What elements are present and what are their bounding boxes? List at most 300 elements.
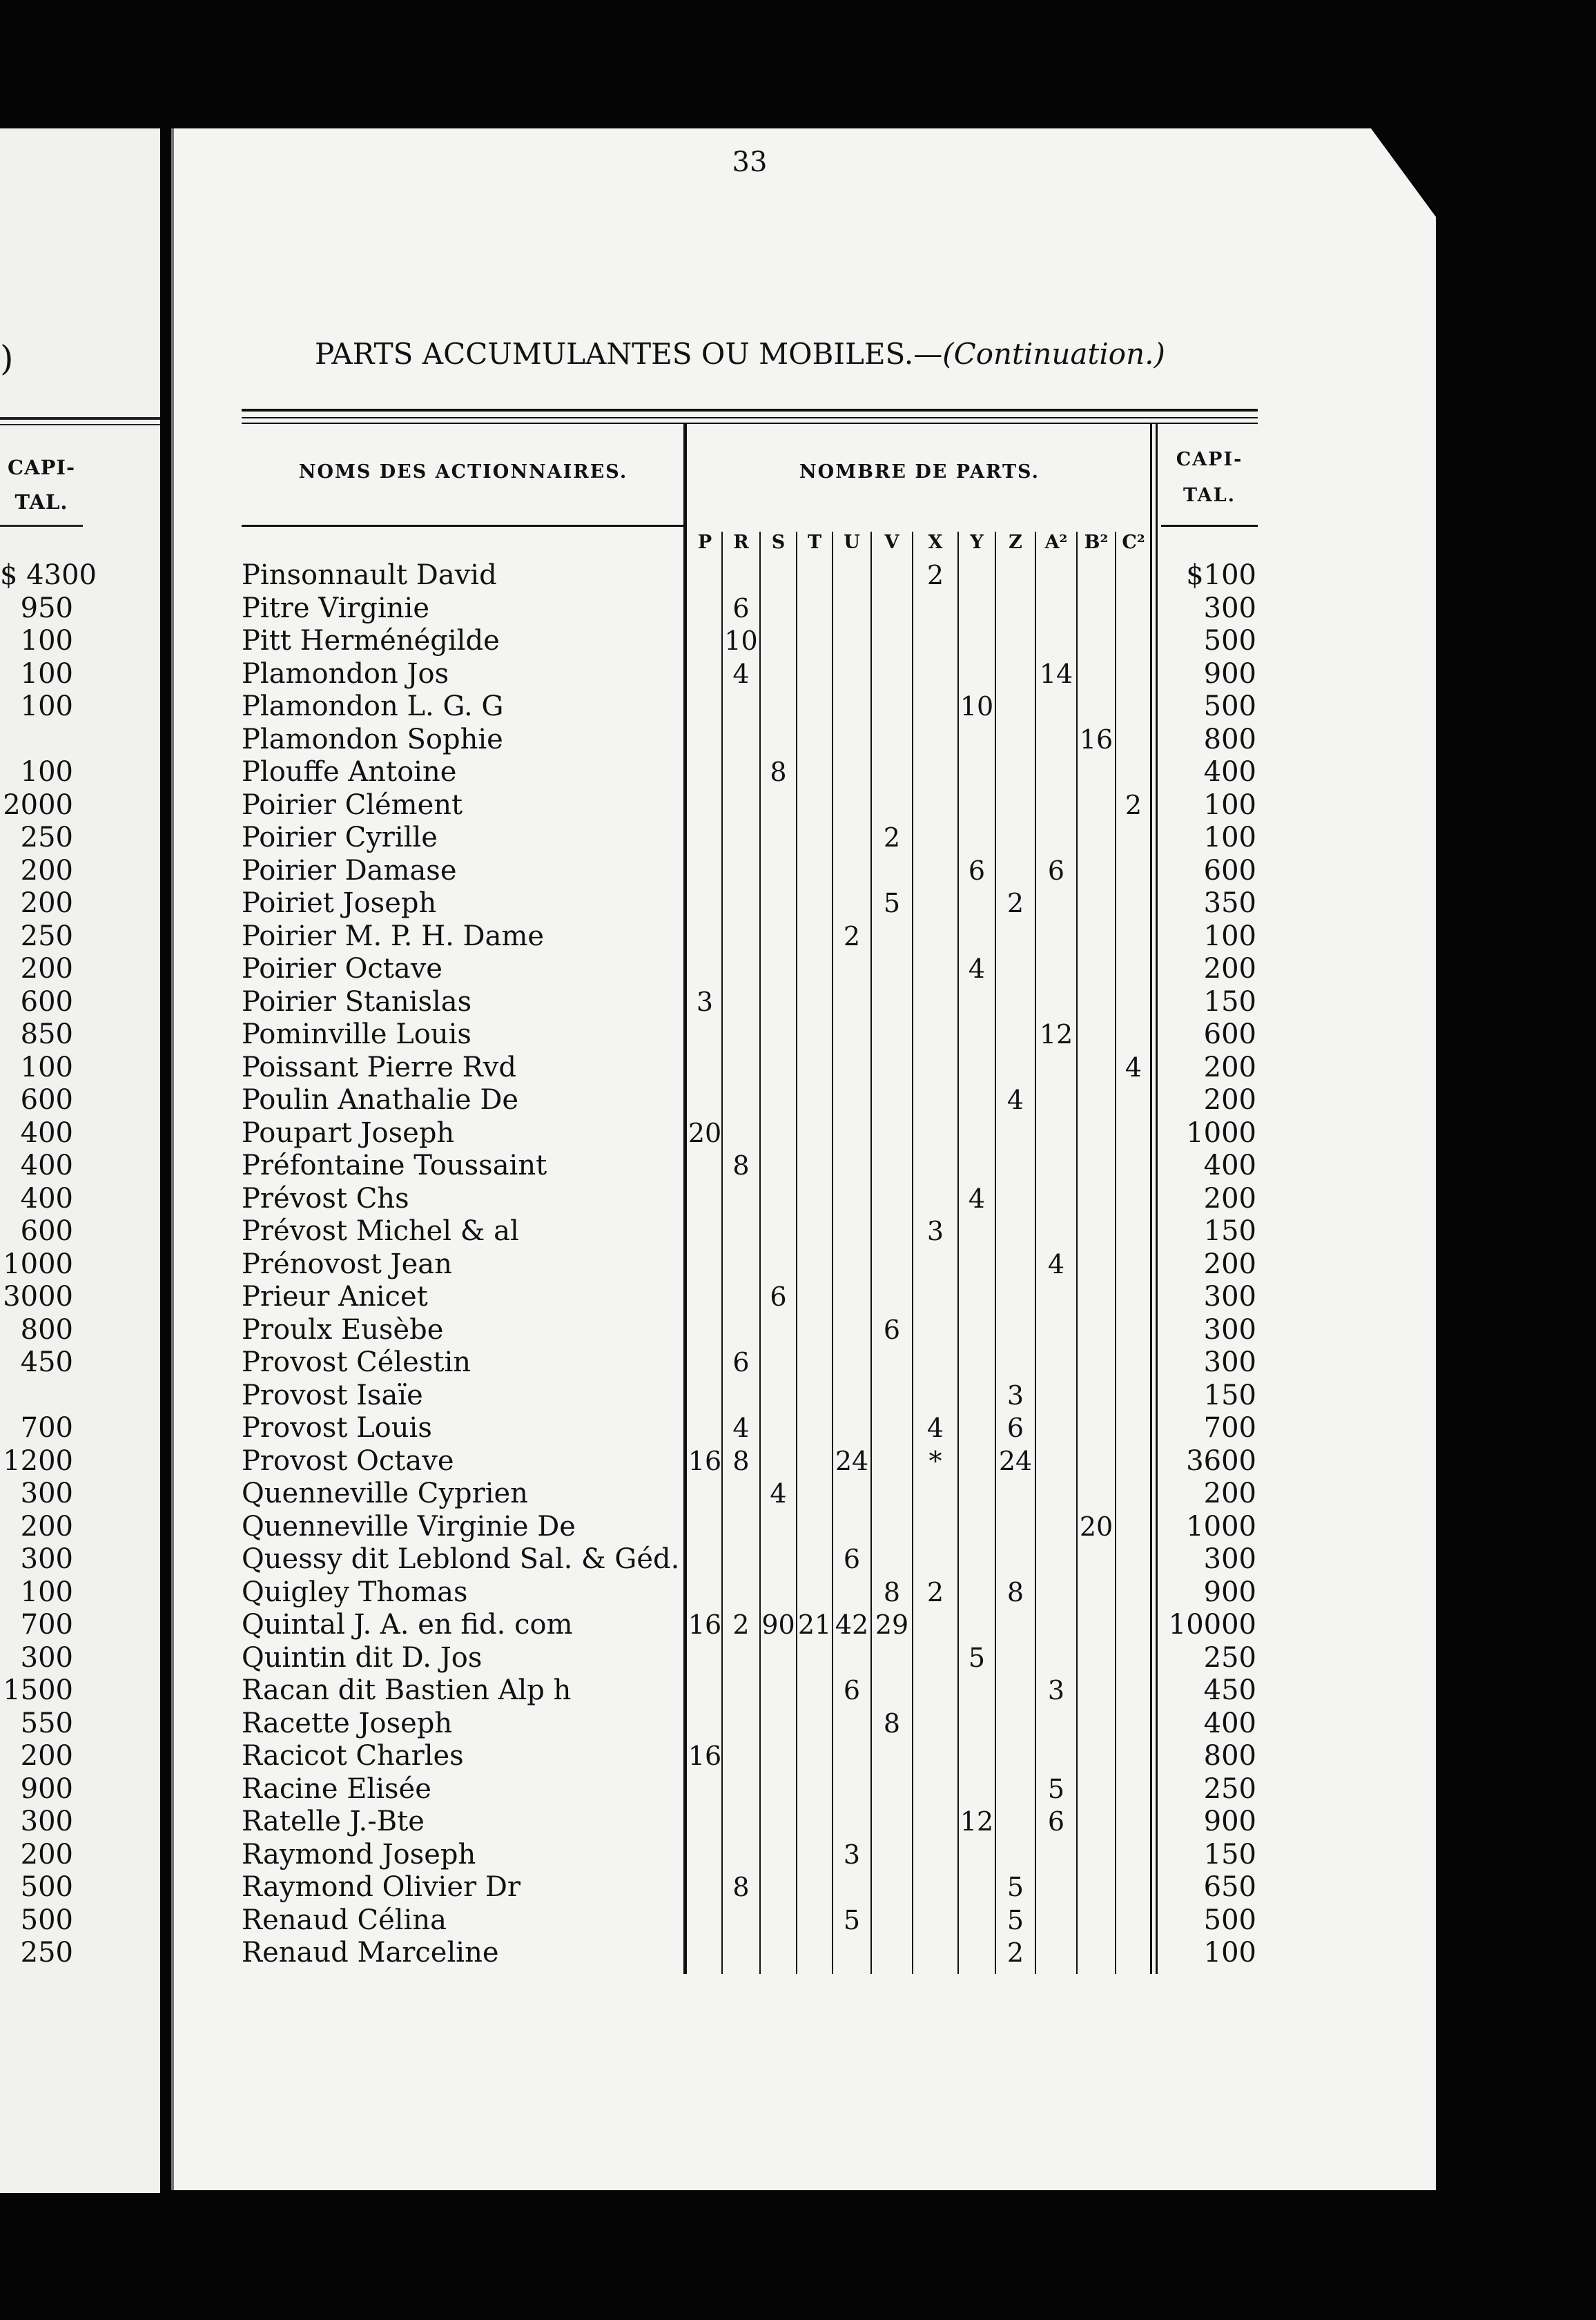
share-count-cell: 90: [761, 1610, 795, 1640]
shareholder-name: Proulx Eusèbe: [242, 1313, 444, 1346]
leader-dots: [478, 1839, 682, 1872]
leader-dots: [434, 1773, 682, 1806]
page-number: 33: [732, 146, 768, 178]
share-count-cell: 4: [1006, 1085, 1024, 1115]
capital-value: 250: [1203, 1772, 1256, 1805]
share-count-cell: 8: [1006, 1576, 1024, 1607]
capital-value: 3600: [1186, 1444, 1256, 1477]
left-capital-header-line1: CAPI-: [8, 456, 75, 479]
table-top-rule-thin: [242, 417, 1258, 418]
capital-value: 650: [1203, 1871, 1256, 1903]
share-count-cell: 2: [926, 1576, 944, 1607]
table-row: [0, 920, 1596, 954]
leader-dots: [426, 1380, 682, 1413]
shareholder-name: Prévost Michel & al: [242, 1215, 519, 1247]
leader-dots: [506, 724, 682, 757]
parts-capital-divider-2: [1156, 424, 1158, 1974]
share-column-divider: [759, 532, 761, 1974]
left-capital-header: [0, 450, 83, 519]
left-capital-value: 100: [20, 657, 73, 690]
table-row: [0, 1511, 1596, 1544]
shareholder-name: Poiriet Joseph: [242, 887, 437, 919]
table-row: [0, 1478, 1596, 1511]
share-count-cell: 8: [732, 1445, 750, 1476]
table-row: [0, 1052, 1596, 1085]
table-row: [0, 592, 1596, 626]
share-count-cell: 16: [688, 1610, 722, 1640]
left-capital-header-line2: TAL.: [14, 490, 68, 514]
header-parts: NOMBRE DE PARTS.: [799, 461, 1040, 483]
capital-value: 100: [1203, 822, 1256, 853]
shareholder-name: Racan dit Bastien Alp h: [242, 1674, 572, 1706]
share-column-divider: [796, 532, 797, 1974]
page-title-main: PARTS ACCUMULANTES OU MOBILES.: [315, 337, 914, 371]
shareholder-name: Pinsonnault David: [242, 559, 497, 591]
table-row: [0, 724, 1596, 757]
shareholder-name: Raymond Olivier Dr: [242, 1871, 521, 1903]
table-row: [0, 1871, 1596, 1904]
share-count-cell: 6: [843, 1544, 861, 1574]
left-capital-value: 3000: [3, 1281, 73, 1313]
left-capital-value: 100: [20, 1051, 73, 1083]
share-count-cell: 6: [843, 1675, 861, 1705]
share-count-cell: 10: [724, 626, 758, 656]
left-capital-value: 500: [20, 1904, 73, 1936]
share-count-cell: 29: [875, 1610, 909, 1640]
left-capital-value: 200: [20, 1740, 73, 1772]
capital-value: 700: [1203, 1412, 1256, 1444]
shareholder-name: Poirier Clément: [242, 789, 463, 821]
leader-dots: [455, 1248, 682, 1282]
leader-dots: [574, 1674, 682, 1708]
shareholder-name: Poirier Stanislas: [242, 985, 472, 1018]
page-title: [315, 337, 1165, 371]
shareholder-name: Provost Célestin: [242, 1346, 471, 1378]
table-row: [0, 855, 1596, 888]
shareholder-name: Quintin dit D. Jos: [242, 1641, 483, 1674]
share-count-cell: 3: [696, 986, 714, 1017]
left-capital-value: 700: [20, 1412, 73, 1444]
table-row: [0, 1281, 1596, 1314]
share-count-cell: 3: [1006, 1380, 1024, 1411]
shareholder-name: Ratelle J.-Bte: [242, 1806, 425, 1837]
capital-value: 100: [1203, 920, 1256, 952]
shareholder-name: Poulin Anathalie De: [242, 1084, 519, 1116]
capital-value: 200: [1203, 1084, 1256, 1116]
left-capital-value: 200: [20, 854, 73, 887]
shareholder-name: Poissant Pierre Rvd: [242, 1051, 516, 1083]
page-title-continuation: (Continuation.): [942, 337, 1165, 371]
shareholder-name: Prieur Anicet: [242, 1281, 428, 1313]
leader-dots: [457, 1445, 683, 1478]
shareholder-name: Raymond Joseph: [242, 1838, 476, 1870]
leader-dots: [500, 559, 682, 592]
shareholder-name: Poirier Damase: [242, 854, 457, 887]
share-count-cell: 2: [1006, 888, 1024, 918]
share-count-cell: 3: [843, 1839, 861, 1870]
shareholder-name: Poirier M. P. H. Dame: [242, 920, 545, 952]
capital-value: 400: [1203, 1707, 1256, 1739]
table-row: [0, 690, 1596, 724]
share-count-cell: 14: [1039, 658, 1073, 689]
left-capital-value: 300: [20, 1806, 73, 1837]
names-header-rule: [242, 525, 685, 527]
capital-value: 900: [1203, 657, 1256, 690]
left-capital-value: 100: [20, 1576, 73, 1608]
leader-dots: [427, 1806, 682, 1839]
shareholder-name: Poirier Octave: [242, 953, 442, 985]
leader-dots: [474, 1346, 682, 1380]
capital-value: 300: [1203, 1346, 1256, 1378]
share-column-divider: [870, 532, 872, 1974]
capital-value: 100: [1203, 789, 1256, 821]
leader-dots: [506, 690, 682, 724]
table-row: [0, 1445, 1596, 1478]
capital-value: 200: [1203, 953, 1256, 985]
table-row: [0, 1150, 1596, 1183]
capital-value: 150: [1203, 1215, 1256, 1247]
share-count-cell: 8: [732, 1150, 750, 1181]
left-capital-value: 300: [20, 1641, 73, 1674]
table-row: [0, 625, 1596, 658]
shareholder-name: Préfontaine Toussaint: [242, 1150, 547, 1181]
leader-dots: [503, 625, 682, 658]
leader-dots: [439, 887, 682, 920]
left-capital-value: 850: [20, 1018, 73, 1050]
leader-dots: [531, 1478, 682, 1511]
share-column-header: P: [697, 532, 712, 553]
table-row: [0, 822, 1596, 855]
left-capital-value: 100: [20, 690, 73, 722]
share-count-cell: 10: [960, 691, 994, 722]
share-count-cell: *: [928, 1445, 942, 1476]
table-row: [0, 1183, 1596, 1216]
left-capital-value: 200: [20, 1510, 73, 1543]
shareholder-name: Racine Elisée: [242, 1772, 431, 1805]
leader-dots: [519, 1052, 682, 1085]
share-count-cell: 2: [1006, 1937, 1024, 1968]
table-row: [0, 1740, 1596, 1773]
left-capital-value: 100: [20, 625, 73, 657]
capital-value: 200: [1203, 1248, 1256, 1280]
table-row: [0, 986, 1596, 1019]
left-capital-value: 200: [20, 953, 73, 985]
share-count-cell: 24: [998, 1445, 1033, 1476]
left-capital-value: 300: [20, 1543, 73, 1575]
table-row: [0, 658, 1596, 691]
shareholder-name: Poirier Cyrille: [242, 822, 438, 853]
share-count-cell: 8: [770, 757, 787, 787]
left-page-paren: ): [0, 338, 14, 378]
capital-value: 350: [1203, 887, 1256, 919]
share-count-cell: 20: [688, 1117, 722, 1148]
shareholder-name: Pitre Virginie: [242, 592, 430, 624]
table-row: [0, 1084, 1596, 1117]
capital-value: 300: [1203, 592, 1256, 624]
shareholder-name: Racette Joseph: [242, 1707, 453, 1739]
table-row: [0, 1904, 1596, 1937]
share-count-cell: 24: [835, 1445, 869, 1476]
share-column-divider: [912, 532, 913, 1974]
share-count-cell: 2: [883, 822, 901, 853]
shareholder-name: Poupart Joseph: [242, 1116, 455, 1149]
capital-header-rule: [1161, 525, 1258, 527]
page-title-dash: —: [913, 337, 943, 371]
share-count-cell: 5: [883, 888, 901, 918]
leader-dots: [521, 1084, 682, 1117]
leader-dots: [431, 1281, 682, 1314]
capital-value: 300: [1203, 1543, 1256, 1575]
share-count-cell: 5: [843, 1904, 861, 1935]
leader-dots: [523, 1871, 682, 1904]
capital-value: 1000: [1186, 1116, 1256, 1149]
leader-dots: [412, 1183, 682, 1216]
share-count-cell: 5: [968, 1642, 986, 1673]
share-count-cell: 4: [732, 1413, 750, 1443]
share-column-header: U: [844, 532, 860, 553]
share-count-cell: 42: [835, 1610, 869, 1640]
capital-value: 100: [1203, 1937, 1256, 1969]
leader-dots: [485, 1642, 682, 1675]
shareholder-name: Renaud Marceline: [242, 1937, 499, 1969]
left-capital-value: 300: [20, 1478, 73, 1509]
share-column-header: A²: [1044, 532, 1068, 553]
shareholder-name: Quigley Thomas: [242, 1576, 468, 1608]
leader-dots: [455, 1708, 682, 1741]
share-column-divider: [721, 532, 723, 1974]
left-capital-value: 1500: [3, 1674, 73, 1706]
capital-value: 300: [1203, 1281, 1256, 1313]
capital-value: 800: [1203, 723, 1256, 755]
share-count-cell: 5: [1047, 1773, 1065, 1804]
left-capital-value: 250: [20, 920, 73, 952]
left-capital-value: 1200: [3, 1444, 73, 1477]
header-capital-line2: TAL.: [1183, 485, 1236, 506]
capital-value: 250: [1203, 1641, 1256, 1674]
table-row: [0, 1543, 1596, 1576]
share-count-cell: 2: [843, 920, 861, 951]
capital-value: 200: [1203, 1478, 1256, 1509]
shareholder-name: Quenneville Cyprien: [242, 1478, 528, 1509]
capital-value: 500: [1203, 690, 1256, 722]
parts-capital-divider: [1150, 424, 1152, 1974]
share-count-cell: 12: [1039, 1019, 1073, 1050]
share-count-cell: 16: [1079, 724, 1113, 755]
table-top-rule: [242, 409, 1258, 412]
left-capital-value: 700: [20, 1609, 73, 1641]
share-count-cell: 8: [732, 1872, 750, 1902]
shareholder-name: Quenneville Virginie De: [242, 1510, 576, 1543]
capital-value: 200: [1203, 1182, 1256, 1215]
table-row: [0, 1576, 1596, 1610]
leader-dots: [549, 1150, 682, 1183]
left-capital-value: 400: [20, 1150, 73, 1181]
share-count-cell: 8: [883, 1576, 901, 1607]
shareholder-name: Plamondon Jos: [242, 657, 449, 690]
left-capital-value: 1000: [3, 1248, 73, 1280]
table-row: [0, 1773, 1596, 1806]
share-column-header: Z: [1009, 532, 1022, 553]
shareholder-name: Racicot Charles: [242, 1740, 464, 1772]
share-count-cell: 3: [926, 1216, 944, 1246]
capital-value: $100: [1186, 559, 1256, 591]
table-row: [0, 1117, 1596, 1150]
share-count-cell: 5: [1006, 1904, 1024, 1935]
names-parts-divider: [683, 424, 687, 1974]
header-names: NOMS DES ACTIONNAIRES.: [298, 461, 628, 483]
header-capital: [1162, 442, 1256, 514]
capital-value: 800: [1203, 1740, 1256, 1772]
leader-dots: [578, 1511, 682, 1544]
left-capital-value: 250: [20, 822, 73, 853]
left-capital-value: 500: [20, 1871, 73, 1903]
leader-dots: [522, 1215, 682, 1248]
header-capital-line1: CAPI-: [1176, 449, 1243, 470]
left-capital-value: 100: [20, 756, 73, 788]
share-count-cell: 4: [926, 1413, 944, 1443]
leader-dots: [502, 1937, 683, 1970]
table-row: [0, 1937, 1596, 1970]
share-count-cell: 6: [770, 1282, 787, 1312]
left-header-rule: [0, 525, 83, 527]
capital-value: 400: [1203, 1150, 1256, 1181]
leader-dots: [449, 1904, 682, 1937]
share-count-cell: 6: [1047, 855, 1065, 886]
left-capital-value: 400: [20, 1116, 73, 1149]
share-count-cell: 2: [926, 560, 944, 590]
leader-dots: [435, 1412, 682, 1445]
capital-value: 500: [1203, 1904, 1256, 1936]
share-count-cell: 4: [770, 1478, 787, 1509]
share-column-divider: [957, 532, 959, 1974]
table-row: [0, 1018, 1596, 1052]
share-count-cell: 16: [688, 1445, 722, 1476]
left-capital-value: 200: [20, 1838, 73, 1870]
table-row: [0, 1314, 1596, 1347]
table-row: [0, 953, 1596, 986]
table-row: [0, 1642, 1596, 1675]
left-capital-value: 600: [20, 985, 73, 1018]
share-count-cell: 4: [968, 1183, 986, 1214]
share-count-cell: 4: [1047, 1248, 1065, 1279]
table-row: [0, 1839, 1596, 1872]
share-column-divider: [1035, 532, 1036, 1974]
share-count-cell: 2: [732, 1610, 750, 1640]
left-capital-value: 900: [20, 1772, 73, 1805]
share-count-cell: 5: [1006, 1872, 1024, 1902]
share-count-cell: 4: [968, 954, 986, 984]
capital-value: 900: [1203, 1806, 1256, 1837]
left-capital-value: 250: [20, 1937, 73, 1969]
capital-value: 600: [1203, 1018, 1256, 1050]
shareholder-name: Provost Isaïe: [242, 1379, 423, 1411]
left-top-rule: [0, 417, 160, 420]
table-row: [0, 1215, 1596, 1248]
shareholder-name: Plamondon L. G. G: [242, 690, 504, 722]
capital-value: 450: [1203, 1674, 1256, 1706]
table-top-rule-thin-2: [242, 423, 1258, 424]
share-column-divider: [1076, 532, 1078, 1974]
leader-dots: [459, 855, 682, 888]
leader-dots: [451, 658, 682, 691]
share-column-divider: [1115, 532, 1116, 1974]
table-row: [0, 756, 1596, 789]
left-capital-value: 600: [20, 1215, 73, 1247]
leader-dots: [465, 789, 682, 822]
table-row: [0, 559, 1596, 592]
share-count-cell: 6: [1006, 1413, 1024, 1443]
leader-dots: [445, 953, 682, 986]
table-row: [0, 1380, 1596, 1413]
table-row: [0, 789, 1596, 822]
capital-value: 150: [1203, 985, 1256, 1018]
share-count-cell: 16: [688, 1741, 722, 1771]
share-column-divider: [995, 532, 996, 1974]
capital-value: 400: [1203, 756, 1256, 788]
shareholder-name: Provost Octave: [242, 1444, 454, 1477]
left-capital-value: 550: [20, 1707, 73, 1739]
left-capital-value: 600: [20, 1084, 73, 1116]
table-row: [0, 1412, 1596, 1445]
left-top-rule-thin: [0, 424, 160, 425]
share-column-header: X: [928, 532, 943, 553]
shareholder-name: Plamondon Sophie: [242, 723, 503, 755]
capital-value: 1000: [1186, 1510, 1256, 1543]
shareholder-name: Pominville Louis: [242, 1018, 471, 1050]
table-row: [0, 1609, 1596, 1642]
capital-value: 600: [1203, 854, 1256, 887]
left-capital-value: 450: [20, 1346, 73, 1378]
share-count-cell: 3: [1047, 1675, 1065, 1705]
table-row: [0, 1708, 1596, 1741]
leader-dots: [432, 592, 682, 626]
share-column-header: C²: [1122, 532, 1145, 553]
share-count-cell: 6: [883, 1314, 901, 1345]
share-count-cell: 6: [732, 1347, 750, 1378]
shareholder-name: Quessy dit Leblond Sal. & Géd.: [242, 1543, 680, 1575]
shareholder-name: Provost Louis: [242, 1412, 432, 1444]
table-row: [0, 1346, 1596, 1380]
shareholder-name: Plouffe Antoine: [242, 756, 457, 788]
capital-value: 500: [1203, 625, 1256, 657]
share-count-cell: 6: [1047, 1806, 1065, 1837]
share-column-header: S: [771, 532, 786, 553]
left-capital-value: 400: [20, 1182, 73, 1215]
share-count-cell: 2: [1125, 789, 1142, 820]
share-column-header: R: [733, 532, 749, 553]
share-column-header: V: [884, 532, 899, 553]
share-column-header: Y: [970, 532, 984, 553]
leader-dots: [474, 986, 682, 1019]
share-count-cell: 4: [732, 658, 750, 689]
shareholder-name: Prénovost Jean: [242, 1248, 452, 1280]
share-count-cell: 12: [960, 1806, 994, 1837]
leader-dots: [459, 756, 682, 789]
capital-value: 900: [1203, 1576, 1256, 1608]
left-capital-value: 950: [20, 592, 73, 624]
share-column-header: B²: [1084, 532, 1109, 553]
left-capital-value: 200: [20, 887, 73, 919]
left-capital-value: 2000: [3, 789, 73, 821]
shareholder-name: Pitt Herménégilde: [242, 625, 500, 657]
leader-dots: [440, 822, 682, 855]
share-count-cell: 20: [1079, 1511, 1113, 1542]
share-count-cell: 4: [1125, 1052, 1142, 1083]
table-row: [0, 1806, 1596, 1839]
left-capital-value: 800: [20, 1313, 73, 1346]
share-count-cell: 8: [883, 1708, 901, 1739]
leader-dots: [474, 1018, 682, 1052]
